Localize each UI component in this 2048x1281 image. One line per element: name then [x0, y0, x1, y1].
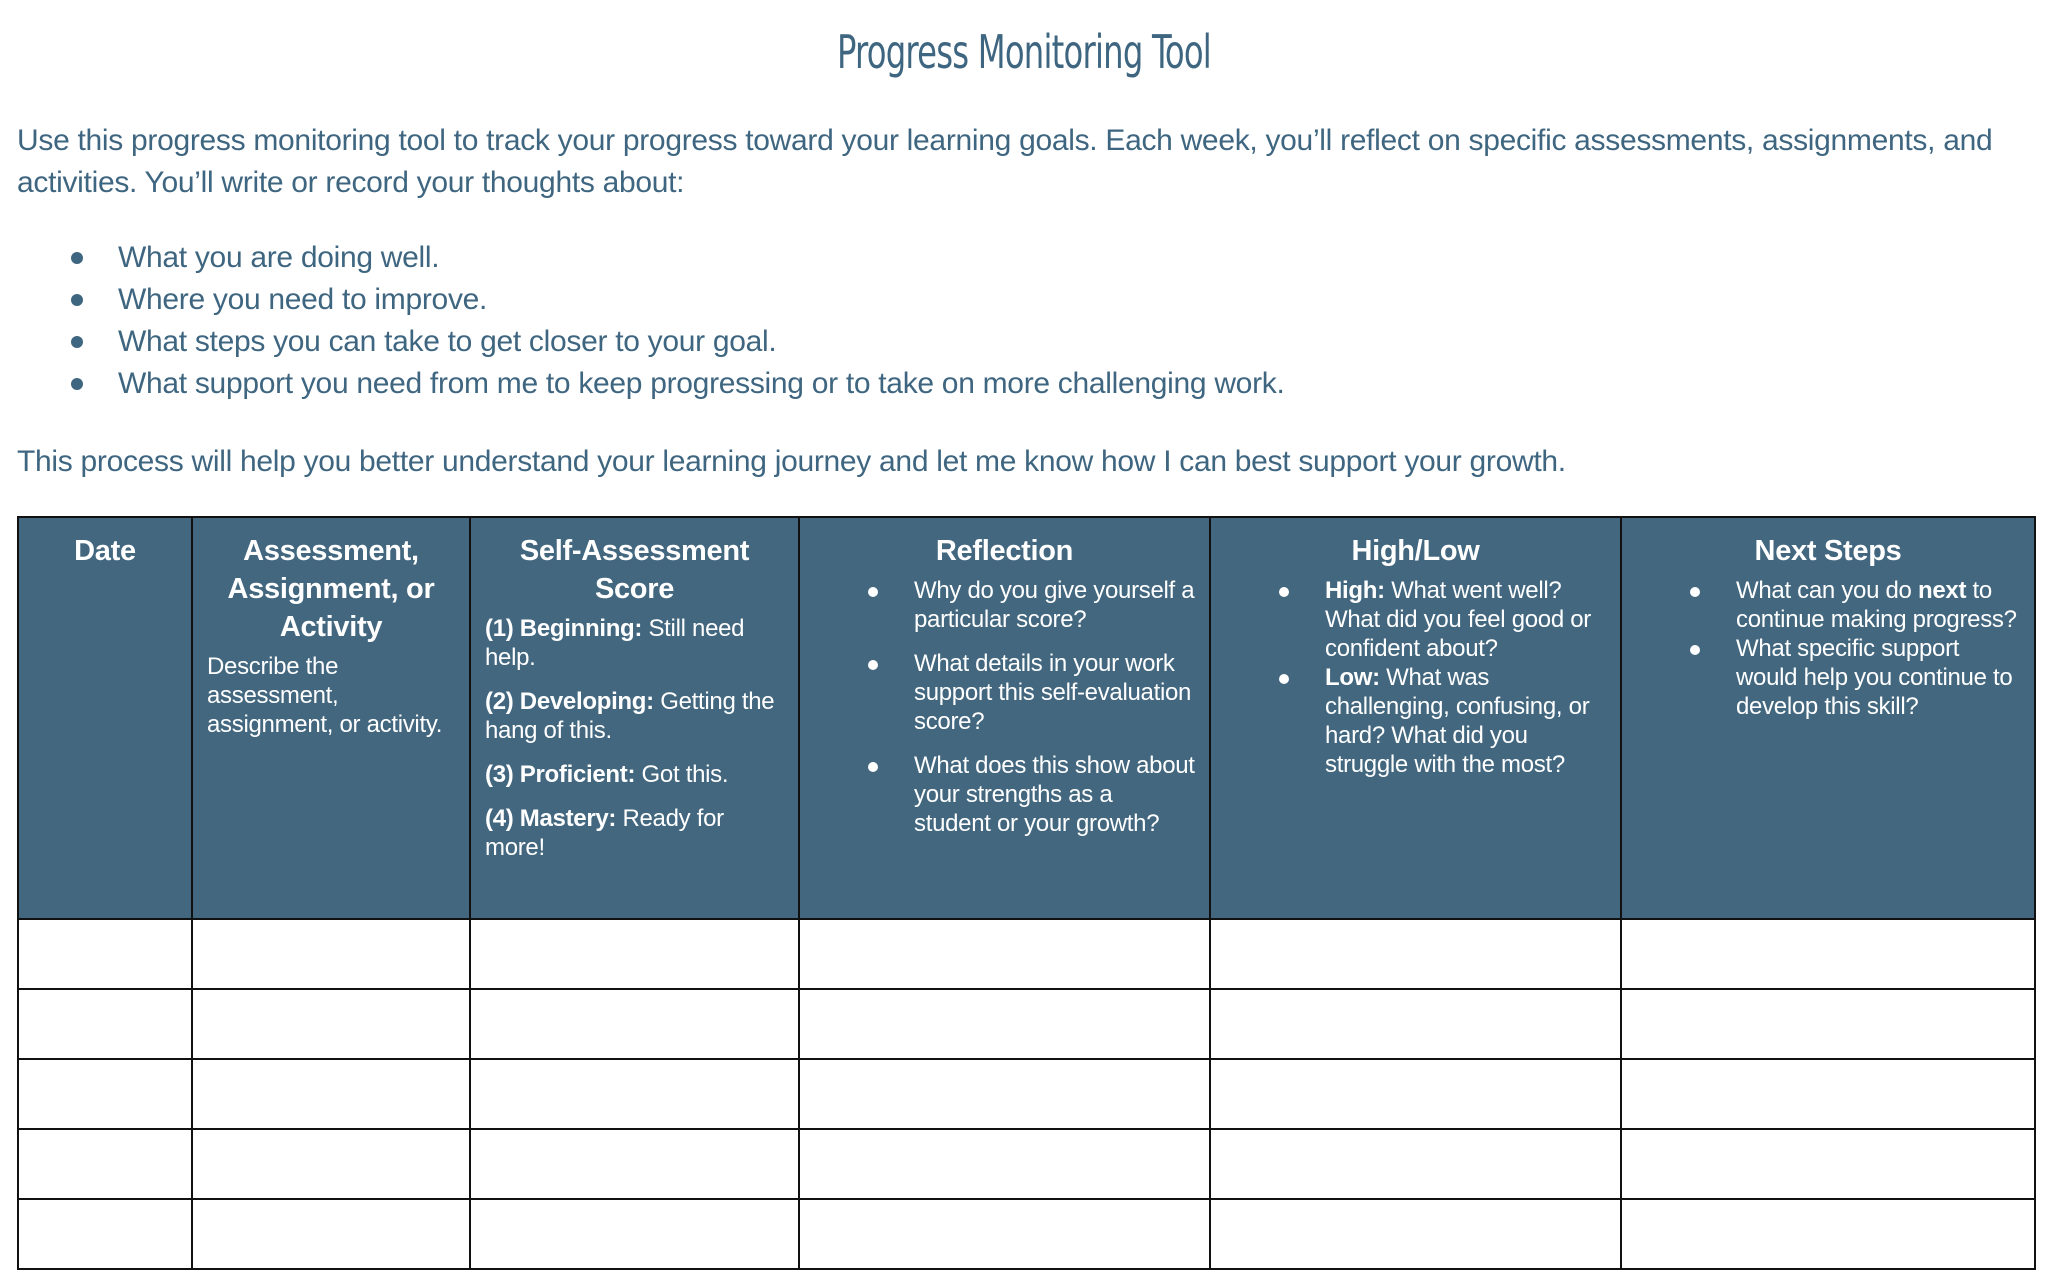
- cell-reflection[interactable]: [799, 989, 1210, 1059]
- bullet-icon: [1690, 645, 1700, 655]
- score-level-label: (2) Developing:: [485, 688, 654, 715]
- table-row: [18, 1199, 2035, 1269]
- bullet-icon: [1279, 674, 1289, 684]
- score-level-label: (3) Proficient:: [485, 761, 636, 788]
- bullet-icon: [1690, 587, 1700, 597]
- score-level-text: Ready for more!: [485, 805, 724, 861]
- bullet-icon: [71, 336, 83, 348]
- score-level-label: (1) Beginning:: [485, 615, 643, 642]
- cell-value[interactable]: [20, 991, 190, 1057]
- cell-score[interactable]: [470, 1129, 799, 1199]
- cell-date[interactable]: [18, 1199, 192, 1269]
- list-item: [17, 363, 1285, 405]
- column-title: Assessment, Assignment, or Activity: [227, 535, 435, 643]
- column-header-reflection: [799, 517, 1210, 919]
- cell-next-steps[interactable]: [1621, 1199, 2035, 1269]
- column-header-date: [18, 517, 192, 919]
- cell-value[interactable]: [1212, 1131, 1619, 1197]
- cell-assessment[interactable]: [192, 989, 470, 1059]
- table-row: [18, 989, 2035, 1059]
- cell-value[interactable]: [194, 921, 468, 987]
- cell-value[interactable]: [20, 921, 190, 987]
- cell-value[interactable]: [1212, 1201, 1619, 1267]
- list-item-text: What you are doing well.: [118, 241, 440, 274]
- list-item: [1225, 576, 1606, 663]
- cell-value[interactable]: [801, 1061, 1208, 1127]
- cell-next-steps[interactable]: [1621, 989, 2035, 1059]
- bullet-icon: [71, 378, 83, 390]
- cell-value[interactable]: [472, 1201, 797, 1267]
- cell-value[interactable]: [194, 1131, 468, 1197]
- cell-value[interactable]: [801, 921, 1208, 987]
- prompt-text: What specific support would help you continue to develop this skill?: [1736, 635, 2013, 720]
- cell-value[interactable]: [194, 991, 468, 1057]
- table-row: [18, 1129, 2035, 1199]
- list-item: [1636, 634, 2020, 721]
- list-item-text: Where you need to improve.: [118, 283, 488, 316]
- cell-date[interactable]: [18, 989, 192, 1059]
- cell-value[interactable]: [1212, 921, 1619, 987]
- cell-value[interactable]: [194, 1061, 468, 1127]
- cell-assessment[interactable]: [192, 919, 470, 989]
- prompt-emphasis: next: [1917, 577, 1967, 604]
- prompt-text: What can you do: [1736, 577, 1918, 604]
- cell-reflection[interactable]: [799, 1199, 1210, 1269]
- prompt-text: to continue making progress?: [1736, 577, 2017, 633]
- outro-paragraph: This process will help you better understand your learning journey and let me know how I can best support your growth.: [17, 445, 1566, 478]
- cell-date[interactable]: [18, 919, 192, 989]
- column-header-high-low: [1210, 517, 1621, 919]
- cell-value[interactable]: [801, 1201, 1208, 1267]
- cell-high-low[interactable]: [1210, 1199, 1621, 1269]
- cell-value[interactable]: [194, 1201, 468, 1267]
- cell-value[interactable]: [20, 1061, 190, 1127]
- cell-value[interactable]: [1623, 921, 2033, 987]
- cell-score[interactable]: [470, 1199, 799, 1269]
- high-low-prompts: [1225, 576, 1606, 779]
- cell-score[interactable]: [470, 1059, 799, 1129]
- cell-next-steps[interactable]: [1621, 919, 2035, 989]
- column-title: Reflection: [935, 535, 1074, 567]
- prompt-text: What went well? What did you feel good or confident about?: [1325, 577, 1592, 662]
- cell-score[interactable]: [470, 919, 799, 989]
- page-title: Progress Monitoring Tool: [836, 25, 1211, 79]
- cell-next-steps[interactable]: [1621, 1059, 2035, 1129]
- cell-next-steps[interactable]: [1621, 1129, 2035, 1199]
- intro-paragraph: Use this progress monitoring tool to track your progress toward your learning goals. Each week, you’ll reflect on specific assessments, assignments, and activities. You’ll write or record your thoughts about:: [17, 124, 1993, 199]
- cell-value[interactable]: [472, 991, 797, 1057]
- bullet-icon: [868, 587, 878, 597]
- list-item: [814, 751, 1195, 838]
- cell-high-low[interactable]: [1210, 919, 1621, 989]
- cell-assessment[interactable]: [192, 1129, 470, 1199]
- progress-table: [17, 516, 2036, 1270]
- cell-value[interactable]: [1623, 991, 2033, 1057]
- prompt-label: Low:: [1325, 664, 1380, 691]
- column-title: Next Steps: [1754, 535, 1902, 567]
- column-title: High/Low: [1351, 535, 1480, 567]
- cell-reflection[interactable]: [799, 1059, 1210, 1129]
- column-header-next-steps: [1621, 517, 2035, 919]
- bullet-icon: [1279, 587, 1289, 597]
- cell-value[interactable]: [1212, 991, 1619, 1057]
- reflection-topics-list: [17, 237, 1285, 405]
- table-header-row: [18, 517, 2035, 919]
- score-level-text: Still need help.: [485, 615, 745, 671]
- list-item-text: What support you need from me to keep progressing or to take on more challenging work.: [118, 367, 1285, 400]
- score-level: [485, 614, 784, 672]
- list-item: [814, 576, 1195, 634]
- bullet-icon: [868, 762, 878, 772]
- score-level: [485, 804, 784, 862]
- bullet-icon: [71, 252, 83, 264]
- cell-value[interactable]: [472, 1131, 797, 1197]
- column-description: Describe the assessment, assignment, or activity.: [207, 653, 443, 738]
- list-item: [1225, 663, 1606, 779]
- score-level-text: Got this.: [635, 761, 729, 788]
- list-item: [17, 321, 1285, 363]
- cell-value[interactable]: [1623, 1201, 2033, 1267]
- table-row: [18, 1059, 2035, 1129]
- score-level: [485, 687, 784, 745]
- prompt-text: What was challenging, confusing, or hard? What did you struggle with the most?: [1325, 664, 1590, 778]
- column-header-assessment: [192, 517, 470, 919]
- cell-date[interactable]: [18, 1059, 192, 1129]
- column-title: Self-Assessment Score: [519, 535, 750, 605]
- cell-high-low[interactable]: [1210, 1129, 1621, 1199]
- cell-value[interactable]: [20, 1201, 190, 1267]
- bullet-icon: [868, 660, 878, 670]
- cell-value[interactable]: [20, 1131, 190, 1197]
- list-item: [17, 279, 1285, 321]
- cell-score[interactable]: [470, 989, 799, 1059]
- cell-value[interactable]: [801, 991, 1208, 1057]
- cell-high-low[interactable]: [1210, 989, 1621, 1059]
- cell-value[interactable]: [1623, 1061, 2033, 1127]
- reflection-prompts: [814, 576, 1195, 838]
- cell-value[interactable]: [801, 1131, 1208, 1197]
- cell-high-low[interactable]: [1210, 1059, 1621, 1129]
- list-item-text: What steps you can take to get closer to your goal.: [118, 325, 777, 358]
- cell-value[interactable]: [1212, 1061, 1619, 1127]
- cell-value[interactable]: [1623, 1131, 2033, 1197]
- prompt-text: Why do you give yourself a particular score?: [914, 577, 1195, 633]
- cell-reflection[interactable]: [799, 1129, 1210, 1199]
- prompt-text: What details in your work support this self-evaluation score?: [914, 650, 1192, 735]
- cell-assessment[interactable]: [192, 1059, 470, 1129]
- cell-value[interactable]: [472, 1061, 797, 1127]
- prompt-label: High:: [1325, 577, 1385, 604]
- prompt-text: What does this show about your strengths as a student or your growth?: [914, 752, 1195, 837]
- list-item: [17, 237, 1285, 279]
- table-row: [18, 919, 2035, 989]
- cell-assessment[interactable]: [192, 1199, 470, 1269]
- column-header-score: [470, 517, 799, 919]
- list-item: [814, 649, 1195, 736]
- bullet-icon: [71, 294, 83, 306]
- cell-date[interactable]: [18, 1129, 192, 1199]
- score-level-label: (4) Mastery:: [485, 805, 617, 832]
- cell-reflection[interactable]: [799, 919, 1210, 989]
- score-level: [485, 760, 784, 789]
- next-steps-prompts: [1636, 576, 2020, 721]
- column-title: Date: [74, 535, 136, 567]
- score-level-text: Getting the hang of this.: [485, 688, 775, 744]
- cell-value[interactable]: [472, 921, 797, 987]
- list-item: [1636, 576, 2020, 634]
